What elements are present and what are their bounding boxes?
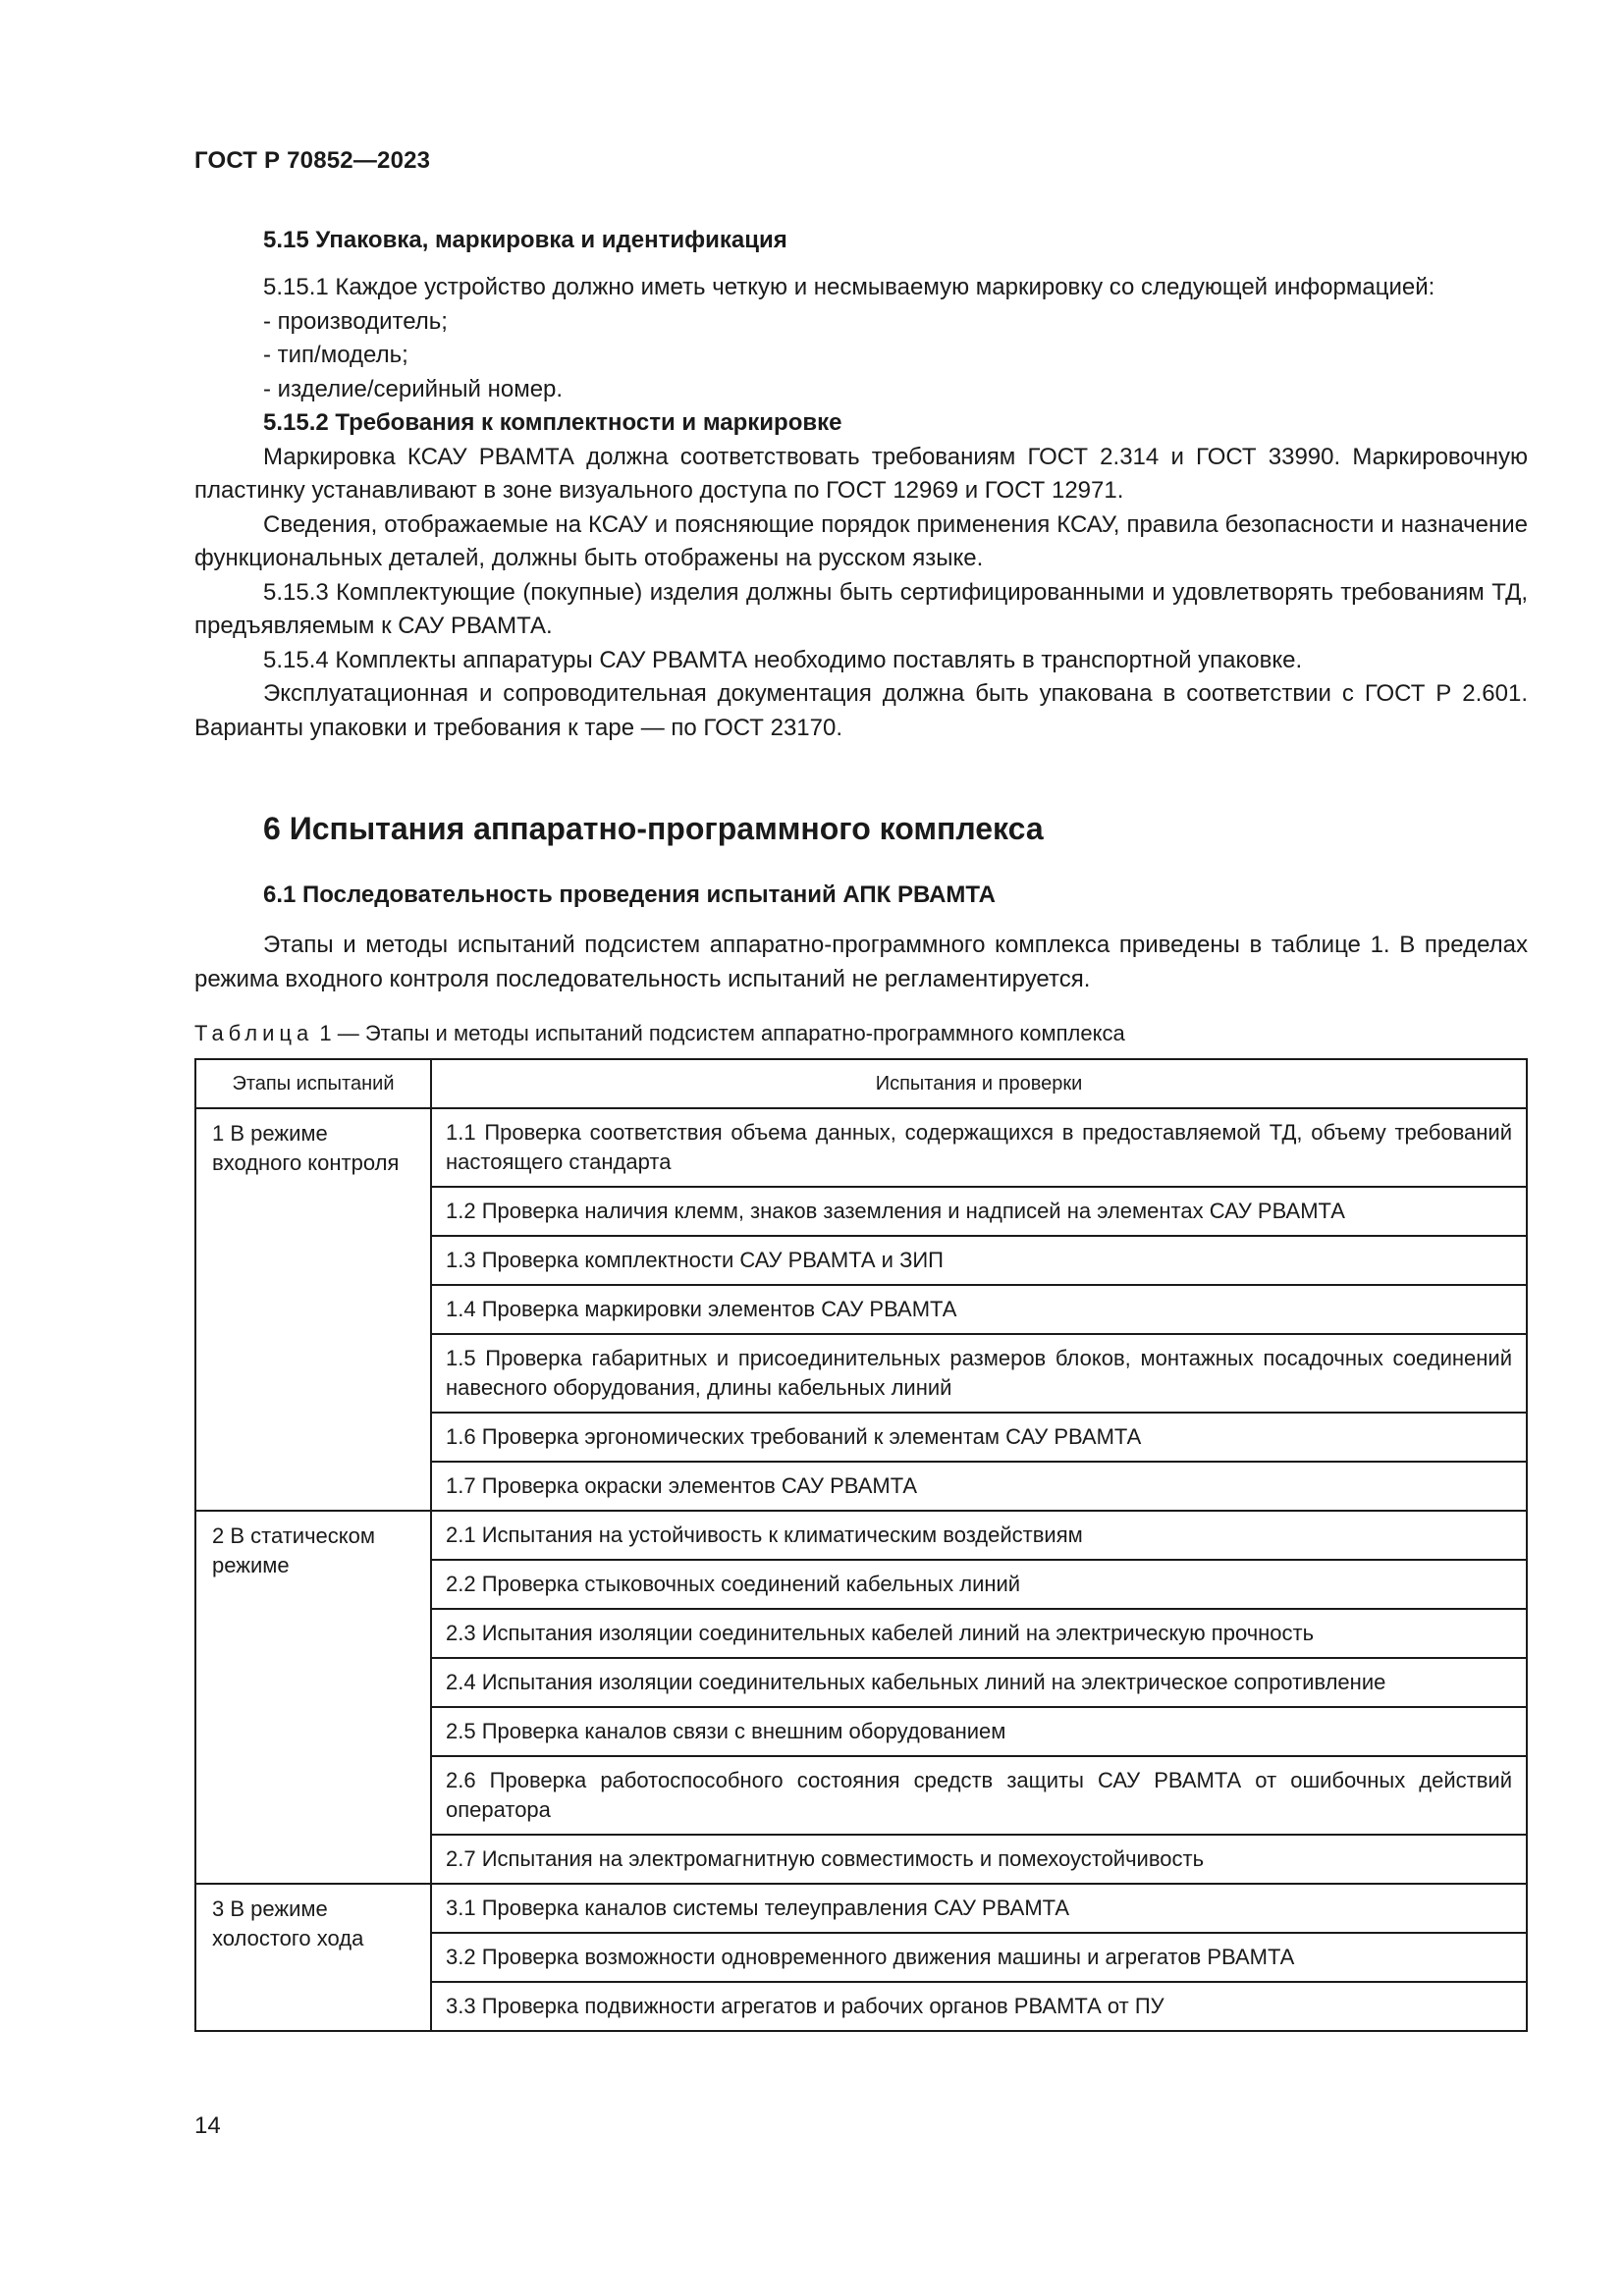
check-cell: 2.5 Проверка каналов связи с внешним оборудованием (431, 1707, 1527, 1756)
check-cell: 3.1 Проверка каналов системы телеуправления САУ РВАМТА (431, 1884, 1527, 1933)
check-cell: 1.6 Проверка эргономических требований к элементам САУ РВАМТА (431, 1413, 1527, 1462)
check-cell: 1.7 Проверка окраски элементов САУ РВАМТА (431, 1462, 1527, 1511)
section-6-1-body (194, 929, 1528, 996)
section-5-15-heading: 5.15 Упаковка, маркировка и идентификация (263, 227, 787, 253)
table-header-row (195, 1059, 1527, 1108)
paragraph-5-15-4: 5.15.4 Комплекты аппаратуры САУ РВАМТА необходимо поставлять в транспортной упаковке. (263, 646, 1303, 673)
check-cell: 1.1 Проверка соответствия объема данных, содержащихся в предоставляемой ТД, объему требований настоящего стандарта (431, 1108, 1527, 1187)
table-caption-text: 1 — Этапы и методы испытаний подсистем аппаратно-программного комплекса (313, 1021, 1125, 1045)
check-cell: 2.4 Испытания изоляции соединительных кабельных линий на электрическое сопротивление (431, 1658, 1527, 1707)
check-cell: 3.3 Проверка подвижности агрегатов и рабочих органов РВАМТА от ПУ (431, 1982, 1527, 2031)
test-stages-table (194, 1058, 1528, 2032)
table-caption-label: Таблица (194, 1021, 314, 1045)
paragraph-5-15-3: 5.15.3 Комплектующие (покупные) изделия должны быть сертифицированными и удовлетворять требованиям ТД, предъявляемым к САУ РВАМТА. (194, 578, 1528, 639)
stage-cell-idle-mode: 3 В режиме холостого хода (195, 1884, 431, 2031)
section-6-1-heading: 6.1 Последовательность проведения испытаний АПК РВАМТА (263, 881, 996, 908)
list-item-manufacturer: - производитель; (263, 307, 448, 335)
column-header-checks: Испытания и проверки (431, 1059, 1527, 1108)
section-5-15 (194, 224, 1528, 745)
check-cell: 1.4 Проверка маркировки элементов САУ РВАМТА (431, 1285, 1527, 1334)
section-6-heading: 6 Испытания аппаратно-программного комплекса (263, 811, 1044, 846)
table-row (195, 1511, 1527, 1560)
column-header-stages: Этапы испытаний (195, 1059, 431, 1108)
list-item-serial: - изделие/серийный номер. (263, 375, 564, 402)
check-cell: 2.1 Испытания на устойчивость к климатическим воздействиям (431, 1511, 1527, 1560)
check-cell: 1.2 Проверка наличия клемм, знаков заземления и надписей на элементах САУ РВАМТА (431, 1187, 1527, 1236)
paragraph-documentation: Эксплуатационная и сопроводительная документация должна быть упакована в соответствии с ГОСТ Р 2.601. Варианты упаковки и требования к таре — по ГОСТ 23170. (194, 680, 1528, 741)
page-number: 14 (194, 2112, 221, 2139)
paragraph-5-15-1: 5.15.1 Каждое устройство должно иметь четкую и несмываемую маркировку со следующей информацией: (263, 274, 1435, 300)
document-id-header: ГОСТ Р 70852—2023 (194, 147, 431, 174)
check-cell: 2.2 Проверка стыковочных соединений кабельных линий (431, 1560, 1527, 1609)
table-row (195, 1108, 1527, 1187)
check-cell: 1.3 Проверка комплектности САУ РВАМТА и ЗИП (431, 1236, 1527, 1285)
stage-cell-input-control: 1 В режиме входного контроля (195, 1108, 431, 1511)
table-row (195, 1884, 1527, 1933)
check-cell: 2.3 Испытания изоляции соединительных кабелей линий на электрическую прочность (431, 1609, 1527, 1658)
list-item-type-model: - тип/модель; (263, 342, 408, 368)
check-cell: 1.5 Проверка габаритных и присоединительных размеров блоков, монтажных посадочных соединений навесного оборудования, длины кабельных линий (431, 1334, 1527, 1413)
check-cell: 3.2 Проверка возможности одновременного движения машины и агрегатов РВАМТА (431, 1933, 1527, 1982)
section-5-15-2-heading: 5.15.2 Требования к комплектности и маркировке (263, 409, 842, 436)
paragraph-info-language: Сведения, отображаемые на КСАУ и поясняющие порядок применения КСАУ, правила безопасности и назначение функциональных деталей, должны быть отображены на русском языке. (194, 510, 1528, 571)
check-cell: 2.6 Проверка работоспособного состояния средств защиты САУ РВАМТА от ошибочных действий оператора (431, 1756, 1527, 1835)
stage-cell-static-mode: 2 В статическом режиме (195, 1511, 431, 1884)
check-cell: 2.7 Испытания на электромагнитную совместимость и помехоустойчивость (431, 1835, 1527, 1884)
paragraph-marking: Маркировка КСАУ РВАМТА должна соответствовать требованиям ГОСТ 2.314 и ГОСТ 33990. Маркировочную пластинку устанавливают в зоне визуального доступа по ГОСТ 12969 и ГОСТ 12971. (194, 443, 1528, 504)
paragraph-6-1: Этапы и методы испытаний подсистем аппаратно-программного комплекса приведены в таблице 1. В пределах режима входного контроля последовательность испытаний не регламентируется. (194, 932, 1528, 992)
table-caption (194, 1021, 1125, 1046)
